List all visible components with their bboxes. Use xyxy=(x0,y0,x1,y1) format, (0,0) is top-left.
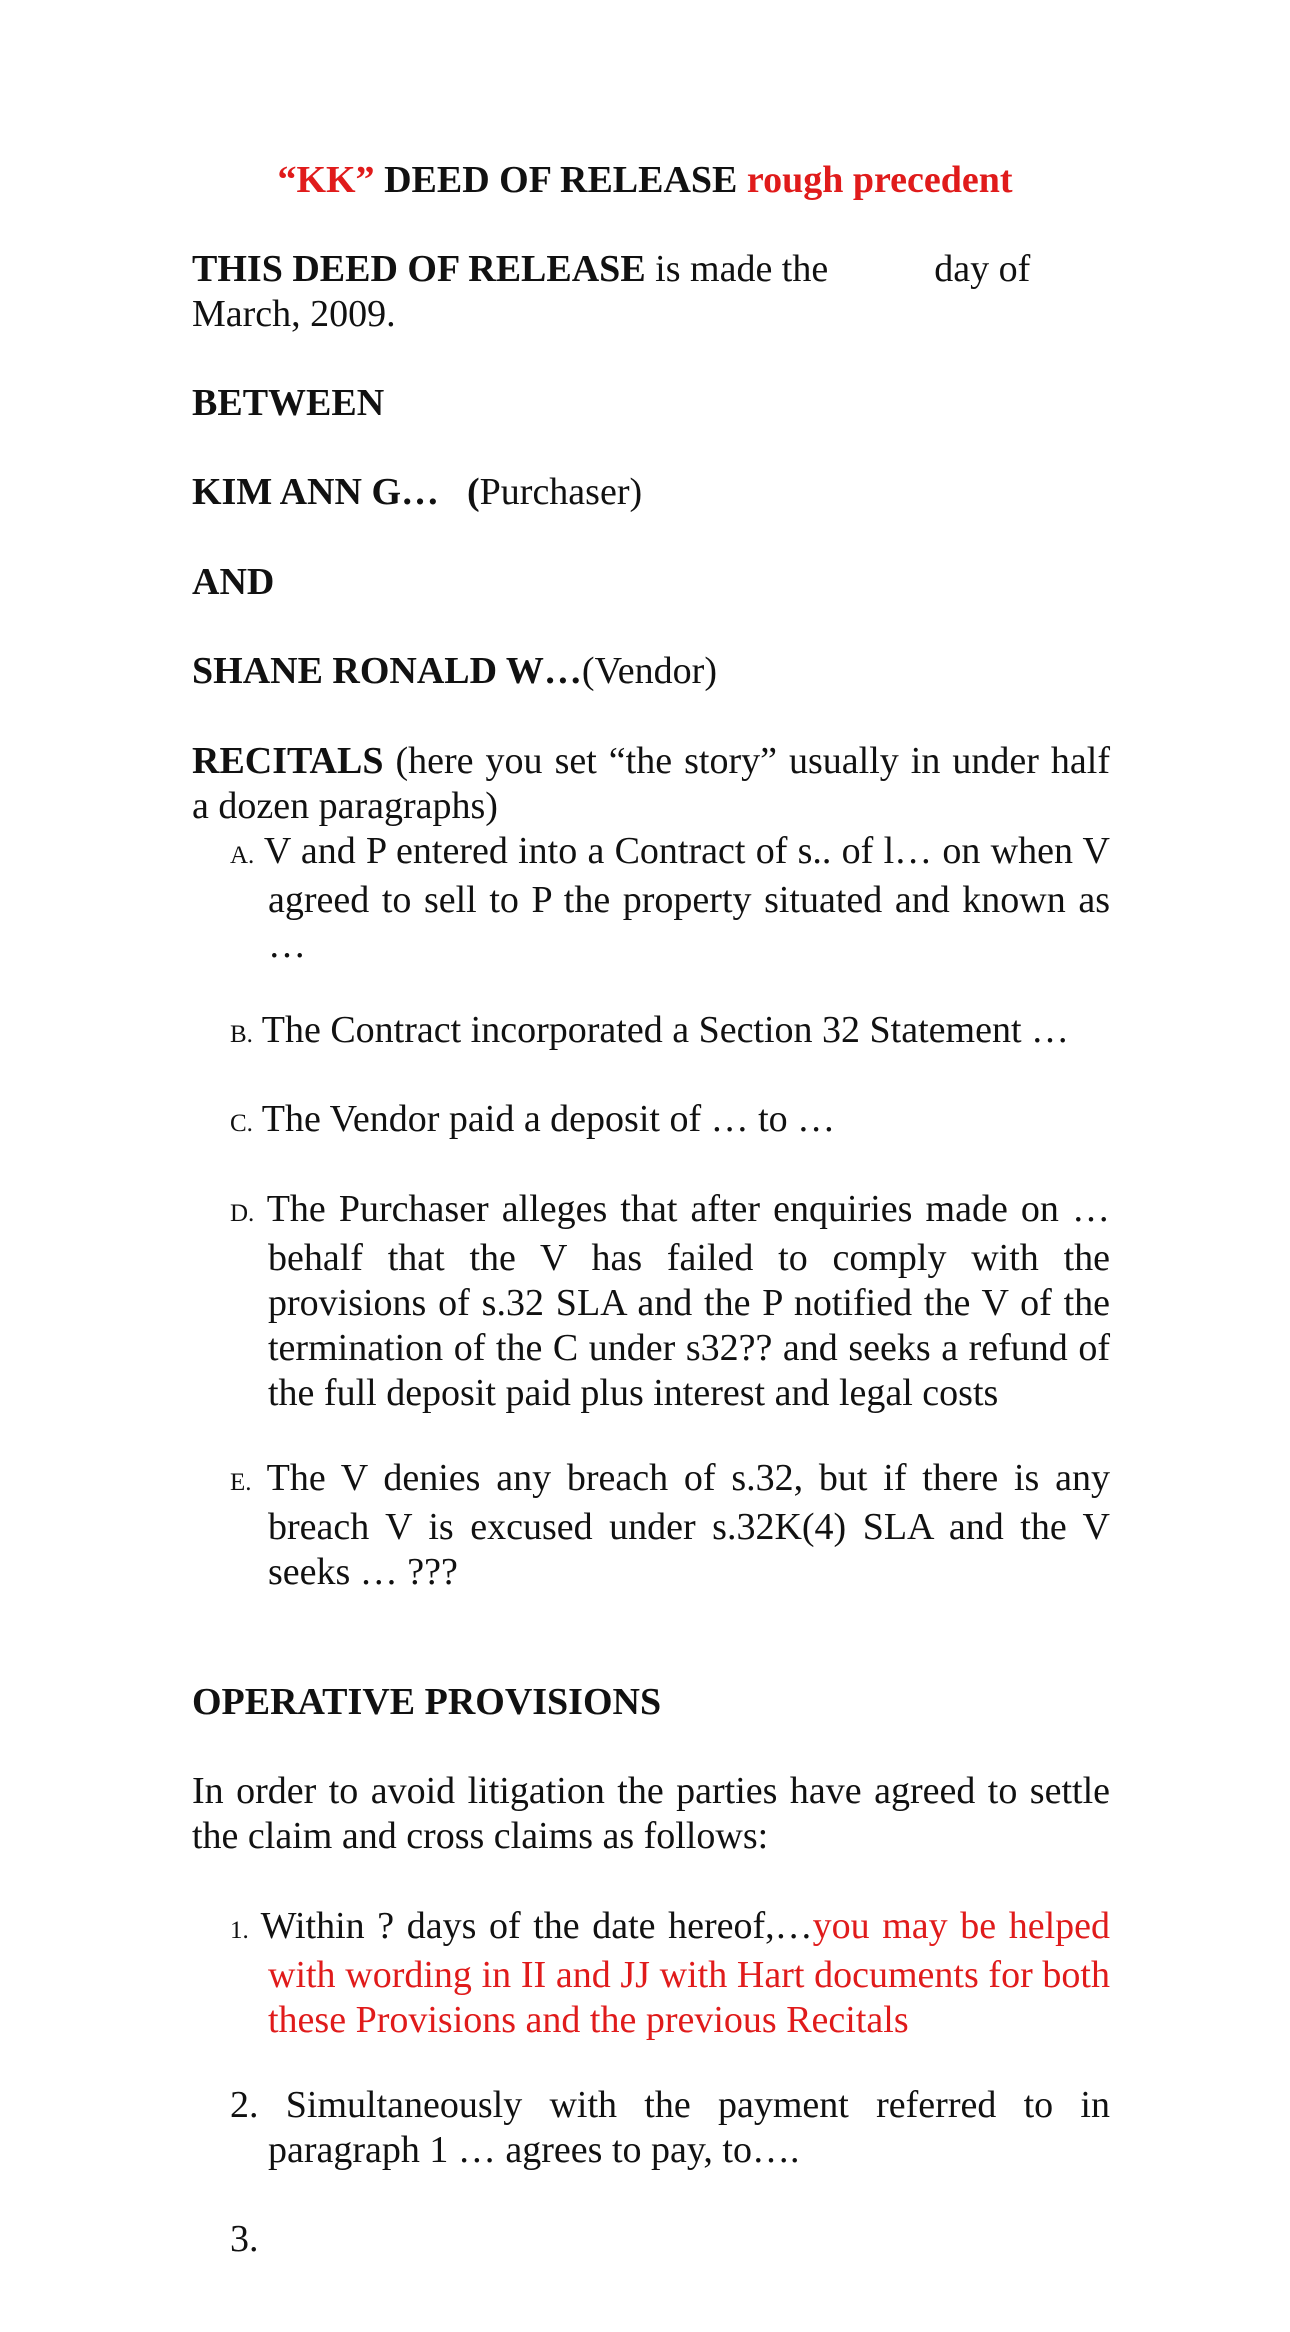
intro-date: March, 2009. xyxy=(192,293,396,335)
recital-item-e xyxy=(230,1456,1110,1595)
operative-intro: In order to avoid litigation the parties have agreed to settle the claim and cross claims as follows: xyxy=(192,1770,1110,1857)
recitals-heading-paragraph xyxy=(192,739,1110,829)
purchaser-role: Purchaser) xyxy=(479,471,643,513)
provision-note-1: you may be helped with wording in II and JJ with Hart documents for both these Provisions and the previous Recitals xyxy=(268,1905,1110,2041)
recital-text-b: The Contract incorporated a Section 32 Statement … xyxy=(252,1009,1070,1051)
recital-text-a: V and P entered into a Contract of s.. of l… on when V agreed to sell to P the property situated and known as … xyxy=(254,830,1110,966)
provision-item-1 xyxy=(230,1904,1110,2043)
vendor-role: (Vendor) xyxy=(581,650,717,692)
recital-marker-e: E. xyxy=(230,1469,252,1496)
provision-marker-2: 2. xyxy=(230,2084,259,2126)
provision-text-1: Within ? days of the date hereof,… xyxy=(248,1905,813,1947)
title-main: DEED OF RELEASE xyxy=(374,159,747,201)
recital-marker-d: D. xyxy=(230,1200,255,1227)
recital-text-d: The Purchaser alleges that after enquiries made on … behalf that the V has failed to comply with the provisions of s.32 SLA and the P notified the V of the termination of the C under s32?? and seeks a refund of the full deposit paid plus interest and legal costs xyxy=(254,1188,1110,1414)
intro-bold: THIS DEED OF RELEASE xyxy=(192,248,646,290)
recital-text-e: The V denies any breach of s.32, but if there is any breach V is excused under s.32K(4) SLA and the V seeks … ??? xyxy=(251,1457,1110,1593)
purchaser-paren: ( xyxy=(467,471,480,513)
and-heading: AND xyxy=(192,561,275,603)
document-title xyxy=(0,157,1290,203)
party-vendor xyxy=(192,649,1110,694)
party-purchaser xyxy=(192,470,1110,515)
recital-marker-b: B. xyxy=(230,1021,253,1048)
recital-item-c xyxy=(230,1097,1110,1146)
title-kk: “KK” xyxy=(277,159,375,201)
provision-text-2: Simultaneously with the payment referred to in paragraph 1 … agrees to pay, to…. xyxy=(258,2084,1110,2171)
recitals-note: (here you set “the story” usually in under half a dozen paragraphs) xyxy=(192,740,1110,827)
provision-item-3 xyxy=(230,2217,1110,2262)
recital-item-a xyxy=(230,829,1110,968)
intro-text-2: day of xyxy=(934,248,1031,290)
recital-marker-a: A. xyxy=(230,842,255,869)
recital-item-b xyxy=(230,1008,1110,1057)
provision-marker-1: 1. xyxy=(230,1917,249,1944)
recital-marker-c: C. xyxy=(230,1110,253,1137)
intro-text-1: is made the xyxy=(645,248,829,290)
intro-paragraph xyxy=(192,247,1110,337)
vendor-name: SHANE RONALD W… xyxy=(192,650,582,692)
recital-text-c: The Vendor paid a deposit of … to … xyxy=(252,1098,836,1140)
operative-heading: OPERATIVE PROVISIONS xyxy=(192,1681,662,1723)
provision-item-2 xyxy=(230,2083,1110,2173)
provision-marker-3: 3. xyxy=(230,2218,259,2260)
recitals-heading: RECITALS xyxy=(192,740,384,782)
recital-item-d xyxy=(230,1187,1110,1416)
between-heading: BETWEEN xyxy=(192,382,385,424)
purchaser-name: KIM ANN G… xyxy=(192,471,439,513)
title-note: rough precedent xyxy=(746,159,1013,201)
